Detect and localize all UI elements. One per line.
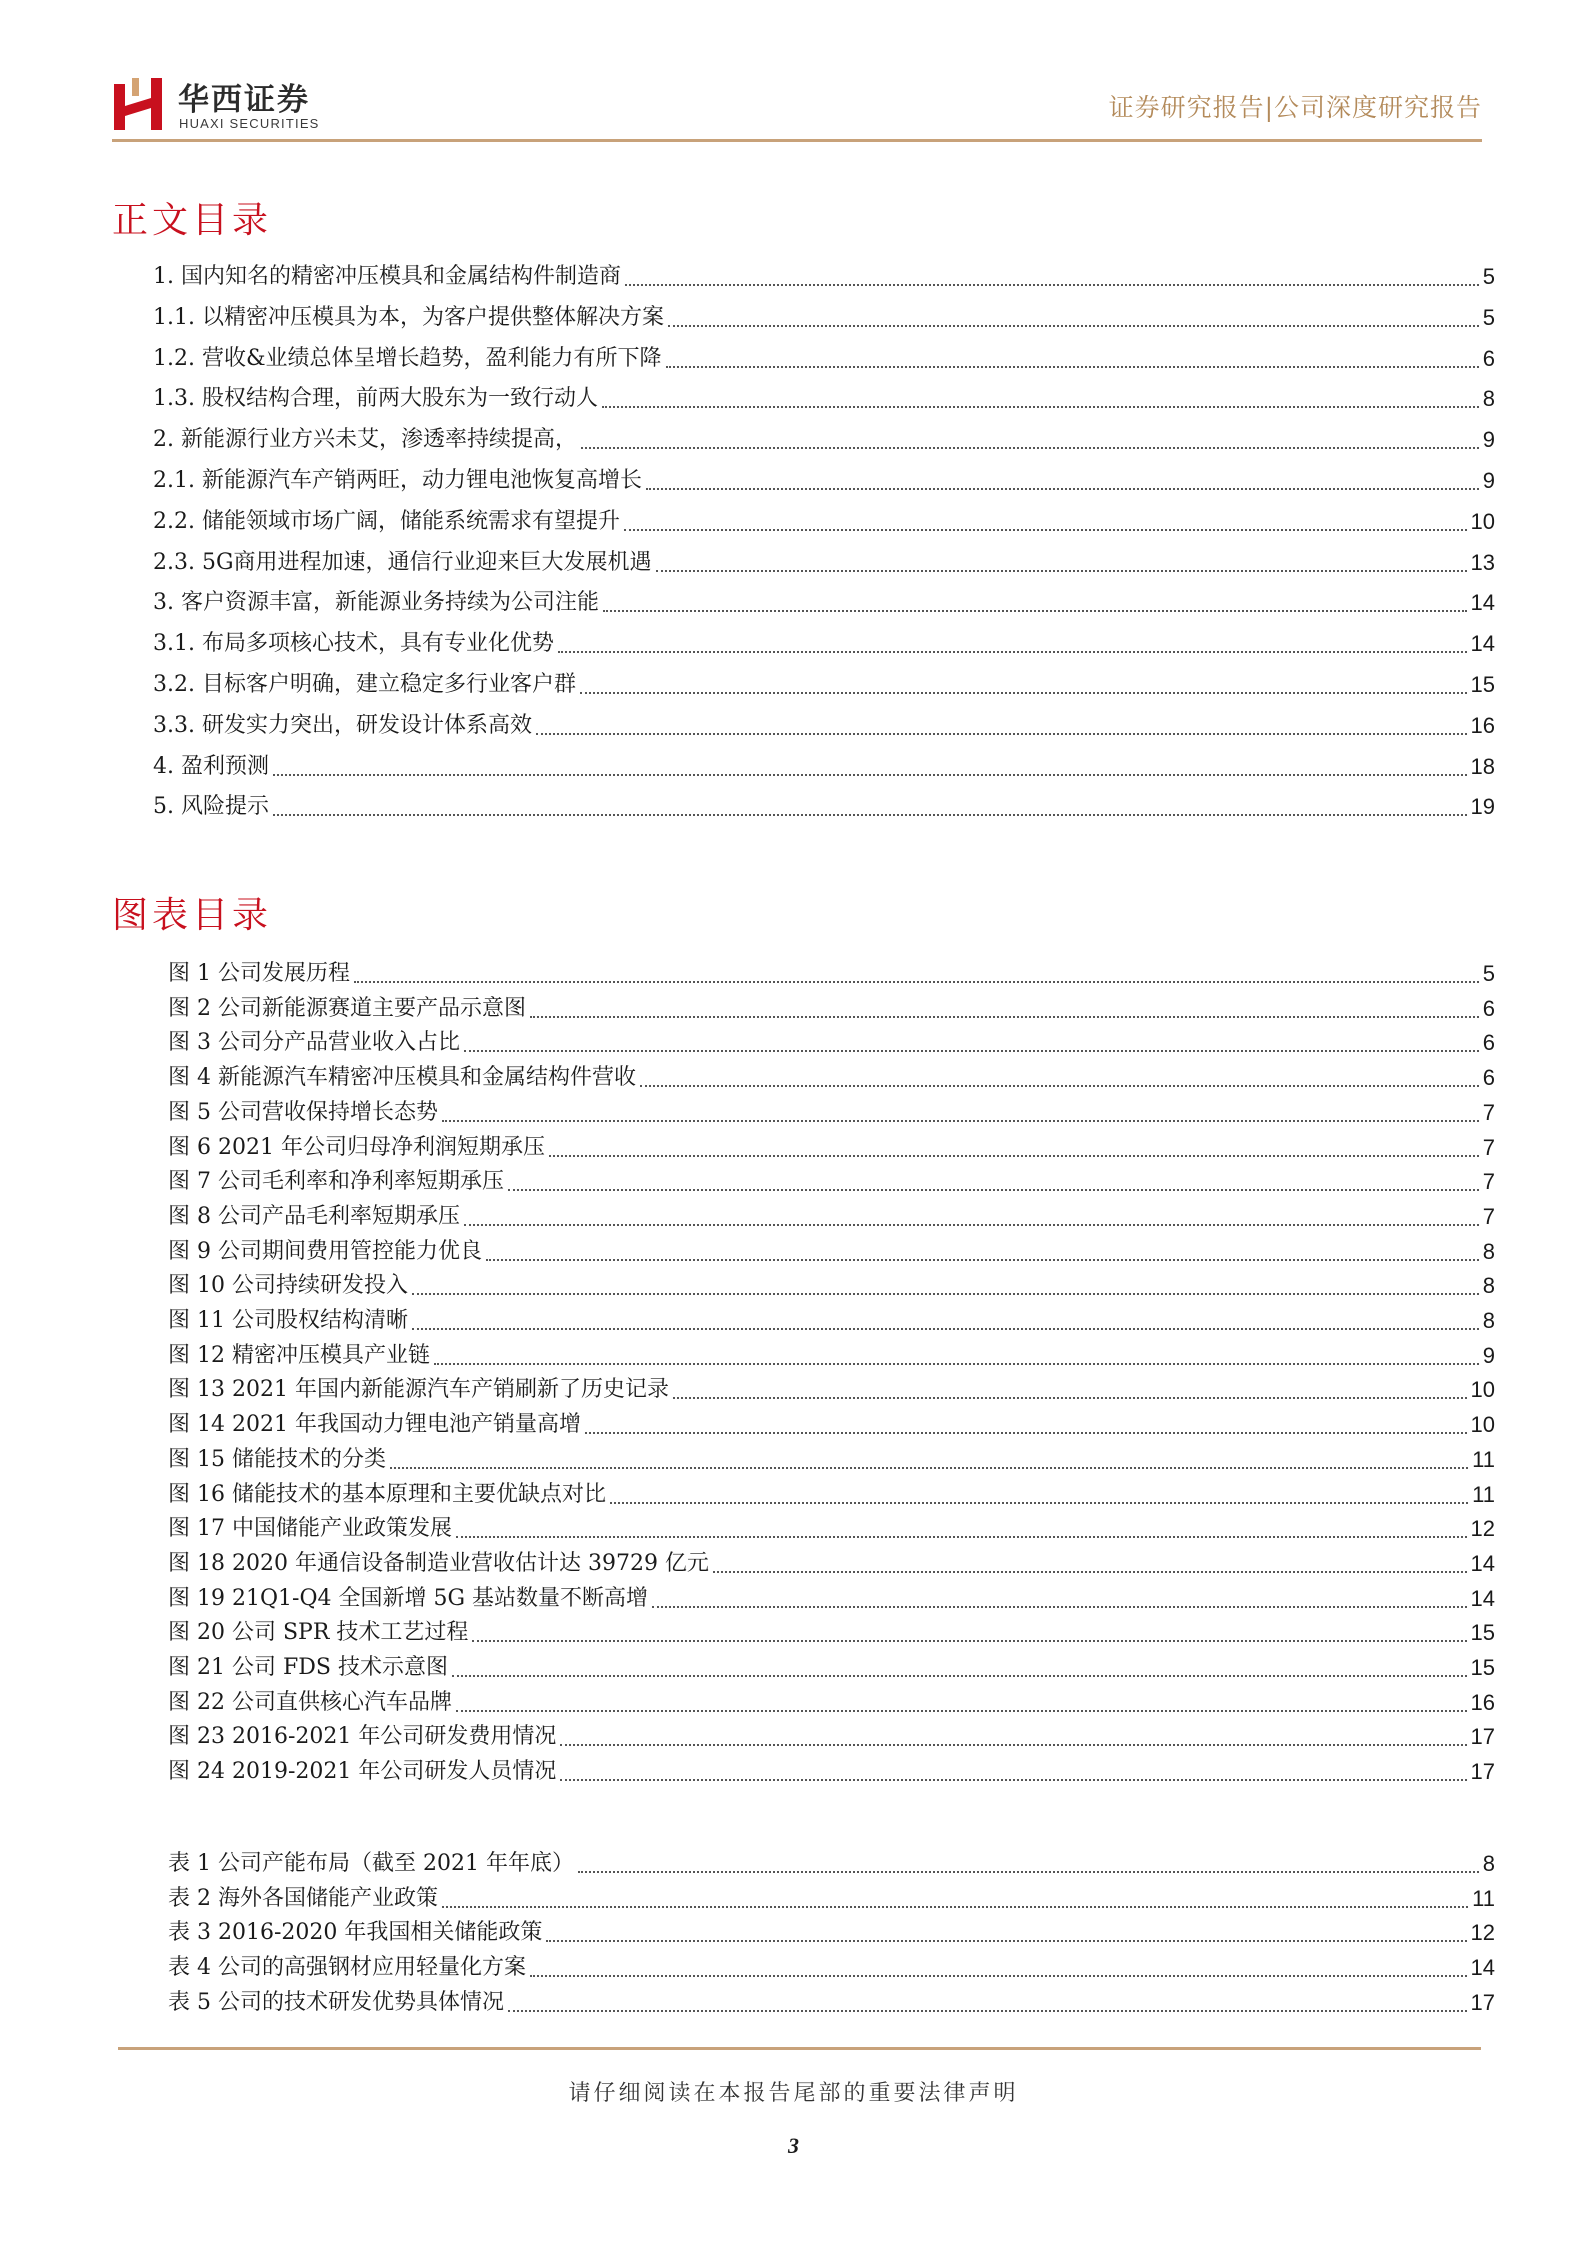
dot-leader (668, 325, 1479, 327)
figure-entry-label: 图 10 公司持续研发投入 (168, 1273, 408, 1299)
figure-entry-page: 11 (1472, 1446, 1495, 1472)
figure-entry-page: 9 (1482, 1342, 1495, 1368)
figure-entry-page: 10 (1470, 1377, 1495, 1403)
figure-entry[interactable] (168, 1337, 1495, 1371)
toc-entry[interactable] (153, 258, 1495, 292)
figure-entry-label: 图 9 公司期间费用管控能力优良 (168, 1238, 482, 1264)
figure-entry-page: 12 (1470, 1516, 1495, 1542)
figure-entry[interactable] (168, 1441, 1495, 1475)
figure-entry[interactable] (168, 1753, 1495, 1787)
figure-entry-label: 图 19 21Q1-Q4 全国新增 5G 基站数量不断高增 (168, 1585, 649, 1611)
table-entry[interactable] (168, 1880, 1495, 1914)
figure-entry-label: 图 3 公司分产品营业收入占比 (168, 1030, 460, 1056)
figure-entry[interactable] (168, 1684, 1495, 1718)
table-entry[interactable] (168, 1949, 1495, 1983)
dot-leader (452, 1675, 1467, 1677)
dot-leader (713, 1571, 1467, 1573)
figure-entry-page: 8 (1482, 1308, 1495, 1333)
dot-leader (549, 1155, 1479, 1157)
figure-entry-page: 6 (1482, 995, 1495, 1021)
dot-leader (646, 488, 1479, 490)
figure-entry-page: 10 (1470, 1412, 1495, 1438)
toc-entry[interactable] (153, 788, 1495, 822)
figure-entry-label: 图 6 2021 年公司归母净利润短期承压 (168, 1134, 545, 1160)
dot-leader (656, 570, 1467, 572)
dot-leader (666, 366, 1479, 368)
footer-divider (118, 2047, 1481, 2050)
figure-entry-page: 15 (1470, 1620, 1495, 1646)
toc-entry-page: 10 (1470, 508, 1495, 534)
figure-entry[interactable] (168, 1649, 1495, 1683)
page-number: 3 (788, 2133, 799, 2158)
table-entry-page: 8 (1482, 1851, 1495, 1876)
toc-entry[interactable] (153, 421, 1495, 455)
figure-entry[interactable] (168, 1371, 1495, 1405)
toc-entry[interactable] (153, 340, 1495, 374)
dot-leader (472, 1640, 1466, 1642)
dot-leader (530, 1016, 1479, 1018)
toc-entry-label: 1.3. 股权结构合理，前两大股东为一致行动人 (153, 386, 598, 412)
dot-leader (456, 1710, 1467, 1712)
toc-entry-page: 14 (1470, 631, 1495, 657)
table-entry-label: 表 5 公司的技术研发优势具体情况 (168, 1989, 504, 2015)
dot-leader (546, 1940, 1466, 1942)
figure-entry[interactable] (168, 1545, 1495, 1579)
dot-leader (273, 774, 1467, 776)
figure-entry-label: 图 24 2019-2021 年公司研发人员情况 (168, 1759, 557, 1785)
table-entry[interactable] (168, 1984, 1495, 2018)
figure-entry[interactable] (168, 1476, 1495, 1510)
dot-leader (390, 1467, 1468, 1469)
figure-entry-page: 14 (1470, 1585, 1495, 1611)
toc-entry-page: 8 (1482, 386, 1495, 412)
dot-leader (464, 1224, 1479, 1226)
figure-entry-label: 图 2 公司新能源赛道主要产品示意图 (168, 995, 526, 1021)
dot-leader (412, 1328, 1479, 1330)
figure-entry[interactable] (168, 1198, 1495, 1232)
figure-entry-label: 图 13 2021 年国内新能源汽车产销刷新了历史记录 (168, 1377, 669, 1403)
toc-entry[interactable] (153, 299, 1495, 333)
logo-chinese-name: 华西证券 (178, 82, 310, 118)
figure-entry-label: 图 12 精密冲压模具产业链 (168, 1342, 430, 1368)
toc-title: 正文目录 (112, 200, 273, 241)
toc-entry-label: 3.1. 布局多项核心技术，具有专业化优势 (153, 631, 554, 657)
dot-leader (536, 733, 1467, 735)
figure-entry[interactable] (168, 1267, 1495, 1301)
figure-entry-label: 图 20 公司 SPR 技术工艺过程 (168, 1620, 469, 1646)
dot-leader (456, 1536, 1467, 1538)
legal-disclaimer: 请仔细阅读在本报告尾部的重要法律声明 (568, 2081, 1019, 2106)
figure-entry-page: 7 (1482, 1099, 1495, 1125)
figure-entry[interactable] (168, 1059, 1495, 1093)
figure-entry[interactable] (168, 1129, 1495, 1163)
figure-entry-label: 图 21 公司 FDS 技术示意图 (168, 1655, 448, 1680)
figure-entry-page: 14 (1470, 1550, 1495, 1576)
dot-leader (273, 814, 1467, 816)
dot-leader (610, 1502, 1468, 1504)
toc-entry-label: 1.1. 以精密冲压模具为本，为客户提供整体解决方案 (153, 304, 664, 330)
figure-list-title: 图表目录 (112, 895, 273, 936)
toc-entry-label: 5. 风险提示 (153, 794, 269, 820)
figure-entry[interactable] (168, 1406, 1495, 1440)
table-entry-page: 17 (1470, 1989, 1495, 2015)
dot-leader (580, 692, 1467, 694)
figure-entry[interactable] (168, 1163, 1495, 1197)
figure-entry-page: 8 (1482, 1238, 1495, 1264)
figure-entry-page: 7 (1482, 1203, 1495, 1229)
table-entry-label: 表 3 2016-2020 年我国相关储能政策 (168, 1920, 543, 1946)
figure-entry[interactable] (168, 1614, 1495, 1648)
figure-entry-label: 图 1 公司发展历程 (168, 961, 350, 986)
figure-entry[interactable] (168, 1302, 1495, 1336)
table-entry[interactable] (168, 1845, 1495, 1879)
toc-entry-label: 2. 新能源行业方兴未艾，渗透率持续提高， (153, 427, 577, 453)
header-divider (112, 139, 1482, 142)
figure-entry[interactable] (168, 1718, 1495, 1752)
toc-entry-page: 6 (1482, 345, 1495, 371)
toc-entry-page: 14 (1470, 590, 1495, 616)
dot-leader (412, 1293, 1479, 1295)
figure-entry[interactable] (168, 1233, 1495, 1267)
dot-leader (578, 1871, 1479, 1873)
figure-entry-label: 图 4 新能源汽车精密冲压模具和金属结构件营收 (168, 1065, 636, 1091)
table-entry[interactable] (168, 1914, 1495, 1948)
toc-entry-page: 16 (1470, 712, 1495, 738)
figure-entry-label: 图 14 2021 年我国动力锂电池产销量高增 (168, 1412, 581, 1438)
dot-leader (558, 651, 1467, 653)
toc-entry[interactable] (153, 544, 1495, 578)
figure-entry-page: 15 (1470, 1655, 1495, 1680)
toc-entry-label: 1.2. 营收&业绩总体呈增长趋势，盈利能力有所下降 (153, 345, 662, 371)
figure-entry-page: 16 (1470, 1689, 1495, 1715)
toc-entry-label: 3.2. 目标客户明确，建立稳定多行业客户群 (153, 672, 576, 697)
dot-leader (673, 1397, 1467, 1399)
logo-english-name: HUAXI SECURITIES (179, 116, 320, 131)
toc-entry[interactable] (153, 625, 1495, 659)
toc-entry-page: 13 (1470, 549, 1495, 575)
toc-entry-label: 2.3. 5G商用进程加速，通信行业迎来巨大发展机遇 (153, 549, 652, 575)
figure-entry-page: 11 (1472, 1481, 1495, 1507)
figure-entry-label: 图 8 公司产品毛利率短期承压 (168, 1203, 460, 1229)
dot-leader (602, 406, 1479, 408)
figure-entry[interactable] (168, 1024, 1495, 1058)
figure-entry-label: 图 5 公司营收保持增长态势 (168, 1099, 438, 1125)
dot-leader (585, 1432, 1467, 1434)
figure-entry-page: 7 (1482, 1134, 1495, 1160)
dot-leader (581, 447, 1479, 449)
table-entry-label: 表 2 海外各国储能产业政策 (168, 1885, 438, 1911)
figure-entry-page: 17 (1470, 1759, 1495, 1785)
dot-leader (508, 1189, 1479, 1191)
toc-entry-label: 3.3. 研发实力突出，研发设计体系高效 (153, 712, 532, 738)
figure-entry-label: 图 7 公司毛利率和净利率短期承压 (168, 1169, 504, 1195)
toc-entry[interactable] (153, 584, 1495, 618)
toc-entry-page: 19 (1470, 794, 1495, 820)
figure-entry-page: 6 (1482, 1065, 1495, 1091)
dot-leader (625, 284, 1479, 286)
toc-entry-label: 2.2. 储能领域市场广阔，储能系统需求有望提升 (153, 508, 620, 534)
dot-leader (560, 1779, 1466, 1781)
figure-entry-page: 17 (1470, 1724, 1495, 1750)
dot-leader (486, 1259, 1479, 1261)
toc-entry-label: 3. 客户资源丰富，新能源业务持续为公司注能 (153, 590, 599, 616)
figure-entry-label: 图 15 储能技术的分类 (168, 1446, 386, 1472)
dot-leader (640, 1085, 1479, 1087)
figure-entry[interactable] (168, 955, 1495, 989)
dot-leader (442, 1906, 1468, 1908)
dot-leader (560, 1744, 1466, 1746)
toc-entry[interactable] (153, 707, 1495, 741)
table-entry-page: 11 (1472, 1885, 1495, 1911)
dot-leader (442, 1120, 1479, 1122)
dot-leader (624, 529, 1467, 531)
figure-entry-label: 图 23 2016-2021 年公司研发费用情况 (168, 1724, 557, 1750)
figure-entry-page: 6 (1482, 1030, 1495, 1056)
figure-entry[interactable] (168, 990, 1495, 1024)
dot-leader (464, 1050, 1479, 1052)
table-entry-label: 表 1 公司产能布局（截至 2021 年年底） (168, 1851, 574, 1876)
table-entry-page: 14 (1470, 1955, 1495, 1981)
dot-leader (652, 1606, 1466, 1608)
toc-entry-label: 1. 国内知名的精密冲压模具和金属结构件制造商 (153, 264, 621, 289)
toc-entry-label: 4. 盈利预测 (153, 753, 269, 779)
toc-entry[interactable] (153, 748, 1495, 782)
figure-entry-page: 5 (1482, 961, 1495, 986)
figure-entry-label: 图 17 中国储能产业政策发展 (168, 1516, 452, 1542)
report-type: 证券研究报告|公司深度研究报告 (1108, 93, 1482, 122)
page-header (112, 68, 1482, 138)
toc-entry[interactable] (153, 380, 1495, 414)
dot-leader (434, 1363, 1479, 1365)
dot-leader (354, 981, 1479, 983)
toc-entry[interactable] (153, 462, 1495, 496)
toc-entry-page: 9 (1482, 427, 1495, 453)
figure-entry[interactable] (168, 1580, 1495, 1614)
toc-entry-page: 15 (1470, 672, 1495, 697)
huaxi-logo-icon (112, 76, 164, 132)
table-entry-page: 12 (1470, 1920, 1495, 1946)
figure-entry-page: 8 (1482, 1273, 1495, 1299)
figure-entry[interactable] (168, 1510, 1495, 1544)
figure-entry-page: 7 (1482, 1169, 1495, 1195)
figure-entry-label: 图 22 公司直供核心汽车品牌 (168, 1689, 452, 1715)
toc-entry[interactable] (153, 666, 1495, 700)
toc-entry-page: 5 (1482, 304, 1495, 330)
figure-entry-label: 图 18 2020 年通信设备制造业营收估计达 39729 亿元 (168, 1550, 709, 1576)
dot-leader (508, 2010, 1467, 2012)
figure-entry[interactable] (168, 1094, 1495, 1128)
toc-entry-page: 9 (1482, 468, 1495, 493)
figure-entry-label: 图 16 储能技术的基本原理和主要优缺点对比 (168, 1481, 606, 1507)
dot-leader (603, 610, 1467, 612)
figure-entry-label: 图 11 公司股权结构清晰 (168, 1308, 408, 1333)
dot-leader (530, 1975, 1467, 1977)
table-entry-label: 表 4 公司的高强钢材应用轻量化方案 (168, 1955, 526, 1981)
toc-entry-label: 2.1. 新能源汽车产销两旺，动力锂电池恢复高增长 (153, 468, 642, 493)
toc-entry[interactable] (153, 503, 1495, 537)
toc-entry-page: 18 (1470, 753, 1495, 779)
toc-entry-page: 5 (1482, 264, 1495, 289)
